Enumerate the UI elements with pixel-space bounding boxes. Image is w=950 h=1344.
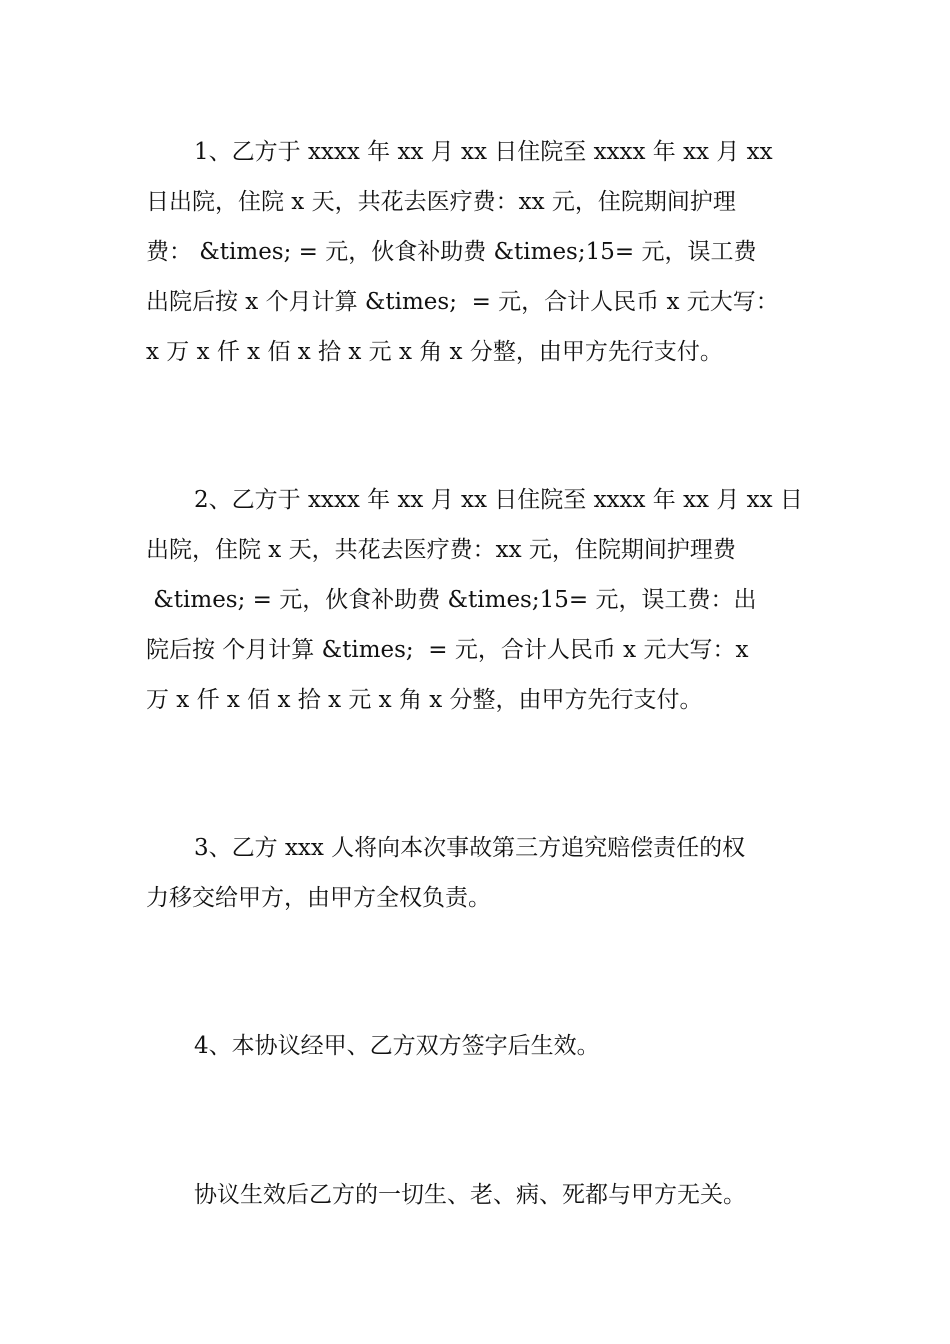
text-line: 3、乙方 xxx 人将向本次事故第三方追究赔偿责任的权 [194,835,746,861]
text-line: 2、乙方于 xxxx 年 xx 月 xx 日住院至 xxxx 年 xx 月 xx 日 [194,487,803,513]
text-line: 院后按 个月计算 &times; = 元，合计人民币 x 元大写：x [146,637,749,663]
text-line: 费： &times; = 元，伙食补助费 &times;15= 元，误工费 [146,239,757,265]
text-line: 1、乙方于 xxxx 年 xx 月 xx 日住院至 xxxx 年 xx 月 xx [194,139,773,165]
text-line: 力移交给甲方，由甲方全权负责。 [146,885,491,911]
paragraph-clause-2 [146,475,822,725]
text-line: x 万 x 仟 x 佰 x 拾 x 元 x 角 x 分整，由甲方先行支付。 [146,339,723,365]
paragraph-clause-3 [146,823,822,923]
text-line: 万 x 仟 x 佰 x 拾 x 元 x 角 x 分整，由甲方先行支付。 [146,687,703,713]
paragraph-clause-1 [146,127,822,377]
text-line: &times; = 元，伙食补助费 &times;15= 元，误工费：出 [146,587,757,613]
text-line: 4、本协议经甲、乙方双方签字后生效。 [194,1033,600,1059]
paragraph-clause-4 [146,1021,822,1071]
paragraph-closing [146,1170,822,1220]
text-line: 出院，住院 x 天，共花去医疗费：xx 元，住院期间护理费 [146,537,736,563]
text-line: 协议生效后乙方的一切生、老、病、死都与甲方无关。 [194,1182,746,1208]
text-line: 日出院，住院 x 天，共花去医疗费：xx 元，住院期间护理 [146,189,736,215]
text-line: 出院后按 x 个月计算 &times; = 元，合计人民币 x 元大写： [146,289,779,315]
